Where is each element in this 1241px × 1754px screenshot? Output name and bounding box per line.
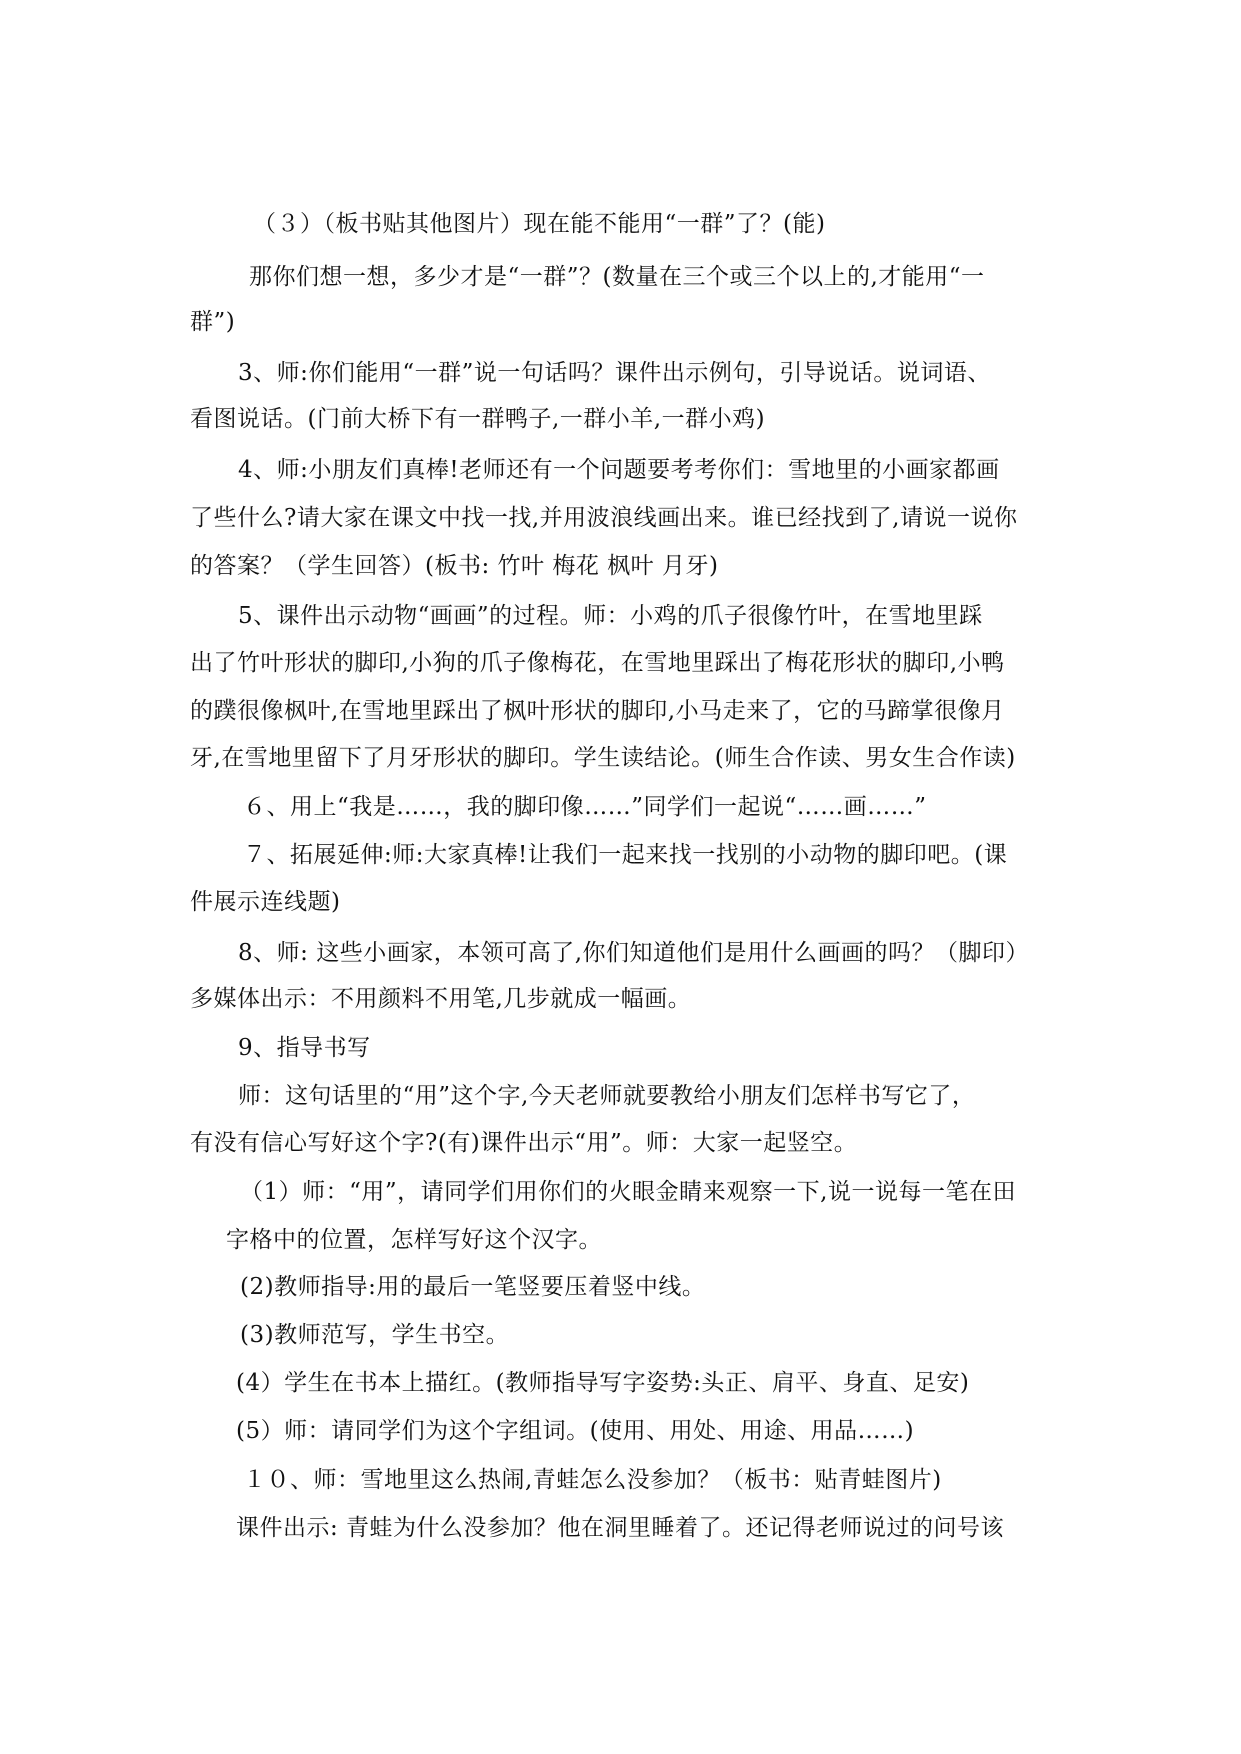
text-line: (5）师：请同学们为这个字组词。(使用、用处、用途、用品……)	[236, 1418, 915, 1444]
text-line: （1）师：“用”，请同学们用你们的火眼金睛来观察一下,说一说每一笔在田	[240, 1179, 1016, 1205]
text-line: 课件出示: 青蛙为什么没参加？他在洞里睡着了。还记得老师说过的问号该	[236, 1515, 1005, 1541]
text-line: ６、用上“我是……，我的脚印像……”同学们一起说“……画……”	[243, 794, 927, 820]
text-line: 了些什么?请大家在课文中找一找,并用波浪线画出来。谁已经找到了,请说一说你	[190, 505, 1018, 531]
text-line: 字格中的位置，怎样写好这个汉字。	[226, 1227, 602, 1253]
text-line: (4）学生在书本上描红。(教师指导写字姿势:头正、肩平、身直、足安)	[236, 1370, 970, 1396]
text-line: 有没有信心写好这个字?(有)课件出示“用”。师：大家一起竖空。	[190, 1130, 858, 1156]
text-line: 多媒体出示：不用颜料不用笔,几步就成一幅画。	[190, 986, 692, 1012]
text-line: (2)教师指导:用的最后一笔竖要压着竖中线。	[240, 1274, 706, 1300]
text-line: 牙,在雪地里留下了月牙形状的脚印。学生读结论。(师生合作读、男女生合作读)	[190, 745, 1016, 771]
text-line: １０、师：雪地里这么热闹,青蛙怎么没参加？（板书：贴青蛙图片)	[243, 1467, 942, 1493]
text-line: 件展示连线题)	[190, 889, 341, 915]
text-line: 的蹼很像枫叶,在雪地里踩出了枫叶形状的脚印,小马走来了，它的马蹄掌很像月	[190, 698, 1005, 724]
text-line: 的答案？（学生回答）(板书: 竹叶 梅花 枫叶 月牙)	[190, 553, 719, 579]
text-line: 3、师:你们能用“一群”说一句话吗？课件出示例句，引导说话。说词语、	[238, 360, 991, 386]
text-line: ７、拓展延伸:师:大家真棒!让我们一起来找一找别的小动物的脚印吧。(课	[243, 842, 1008, 868]
text-line: 群”)	[190, 309, 236, 335]
text-line: 4、师:小朋友们真棒!老师还有一个问题要考考你们：雪地里的小画家都画	[238, 457, 1000, 483]
text-line: 5、课件出示动物“画画”的过程。师：小鸡的爪子很像竹叶，在雪地里踩	[238, 603, 983, 629]
text-line: 那你们想一想，多少才是“一群”？(数量在三个或三个以上的,才能用“一	[249, 264, 985, 290]
text-line: 9、指导书写	[238, 1035, 371, 1061]
text-line: 看图说话。(门前大桥下有一群鸭子,一群小羊,一群小鸡)	[190, 406, 766, 432]
text-line: 出了竹叶形状的脚印,小狗的爪子像梅花，在雪地里踩出了梅花形状的脚印,小鸭	[190, 650, 1005, 676]
text-line: （３）（板书贴其他图片）现在能不能用“一群”了？(能)	[253, 211, 826, 237]
text-line: (3)教师范写，学生书空。	[240, 1322, 510, 1348]
text-line: 8、师: 这些小画家，本领可高了,你们知道他们是用什么画画的吗？（脚印）	[238, 940, 1030, 966]
text-line: 师：这句话里的“用”这个字,今天老师就要教给小朋友们怎样书写它了，	[238, 1083, 976, 1109]
